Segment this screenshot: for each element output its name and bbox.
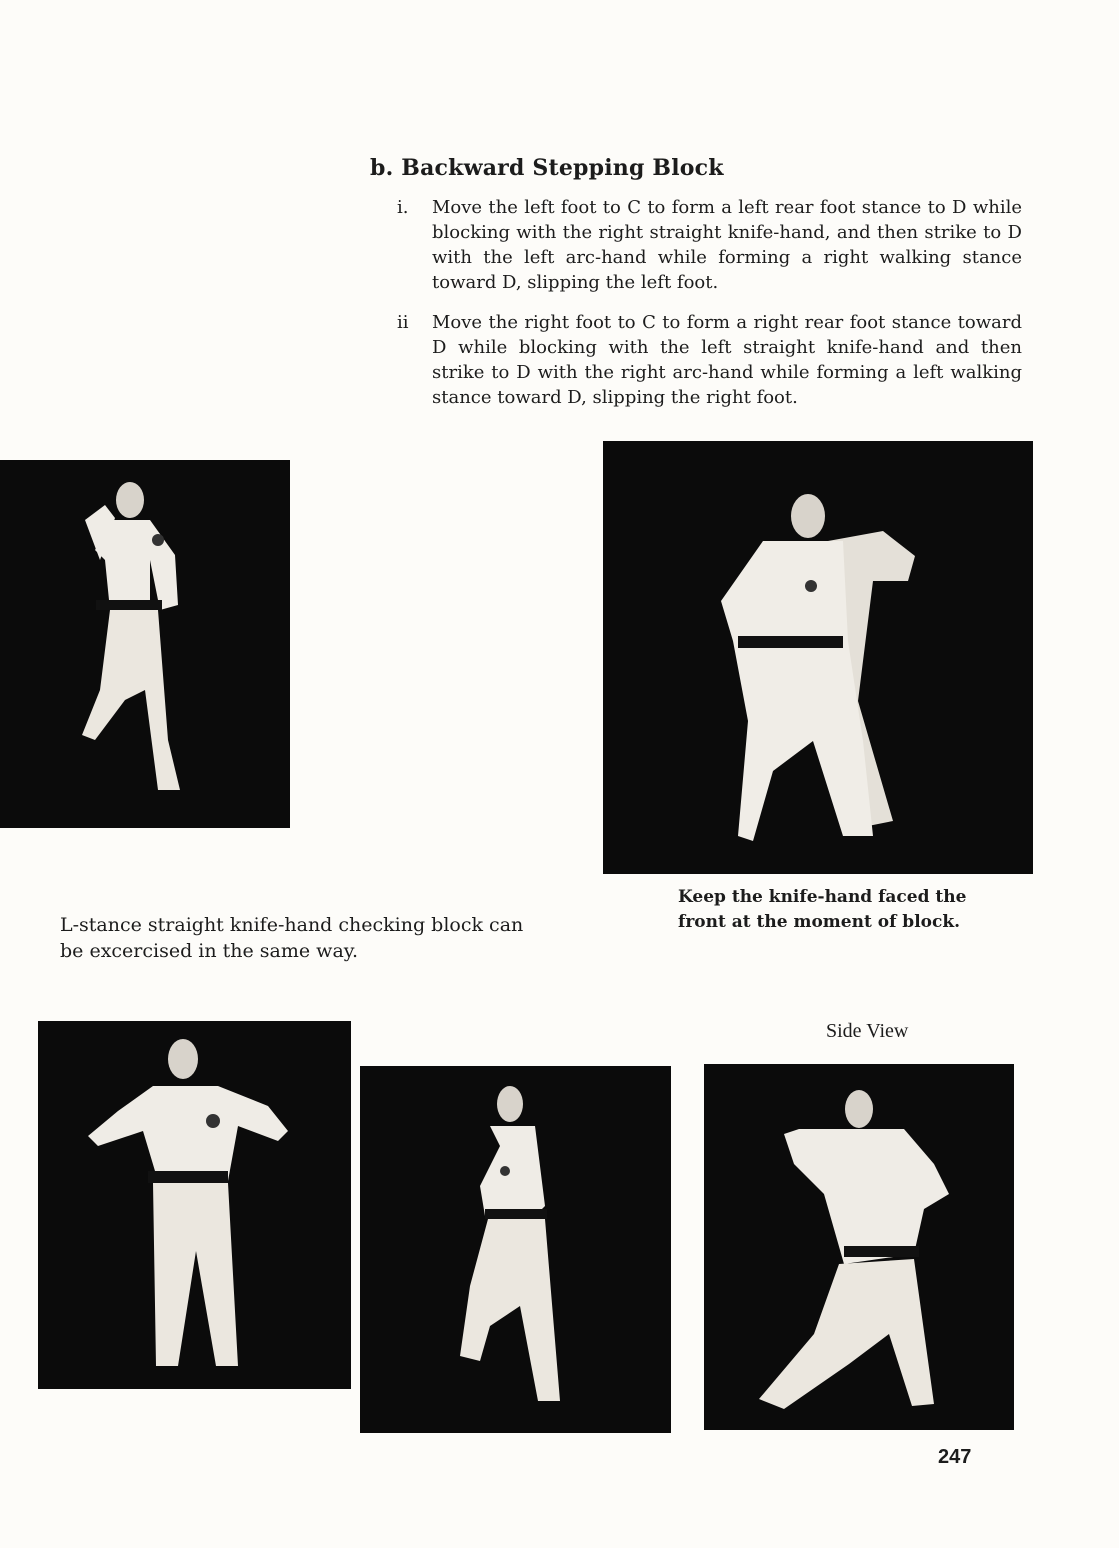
photo-ready-stance bbox=[38, 1021, 351, 1389]
martial-artist-arc-hand-strike-icon bbox=[603, 441, 1033, 874]
step-1-number: i. bbox=[397, 197, 409, 218]
photo-arc-hand-strike bbox=[603, 441, 1033, 874]
step-2-text: Move the right foot to C to form a right rear foot stance toward D while blocking with the left straight knife-hand and then strike to D with the right arc-hand while forming a left walking stance toward D, slipping the right foot. bbox=[432, 312, 1022, 408]
photo-knife-hand-block bbox=[0, 460, 290, 828]
section-heading: b. Backward Stepping Block bbox=[370, 155, 724, 181]
photo-l-stance bbox=[360, 1066, 671, 1433]
martial-artist-ready-stance-icon bbox=[38, 1021, 351, 1389]
martial-artist-knife-hand-block-icon bbox=[0, 460, 290, 828]
page-number: 247 bbox=[938, 1446, 972, 1468]
martial-artist-side-view-icon bbox=[704, 1064, 1014, 1430]
martial-artist-l-stance-icon bbox=[360, 1066, 671, 1433]
photo-side-view bbox=[704, 1064, 1014, 1430]
step-1-text: Move the left foot to C to form a left rear foot stance to D while blocking with the right straight knife-hand, and then strike to D with the left arc-hand while forming a right walking stance toward D, slipping the left foot. bbox=[432, 197, 1022, 293]
knife-hand-caption: Keep the knife-hand faced the front at the moment of block. bbox=[678, 887, 967, 932]
step-2-number: ii bbox=[397, 312, 409, 333]
side-view-label: Side View bbox=[826, 1020, 909, 1042]
lstance-caption: L-stance straight knife-hand checking block can be excercised in the same way. bbox=[60, 914, 524, 962]
